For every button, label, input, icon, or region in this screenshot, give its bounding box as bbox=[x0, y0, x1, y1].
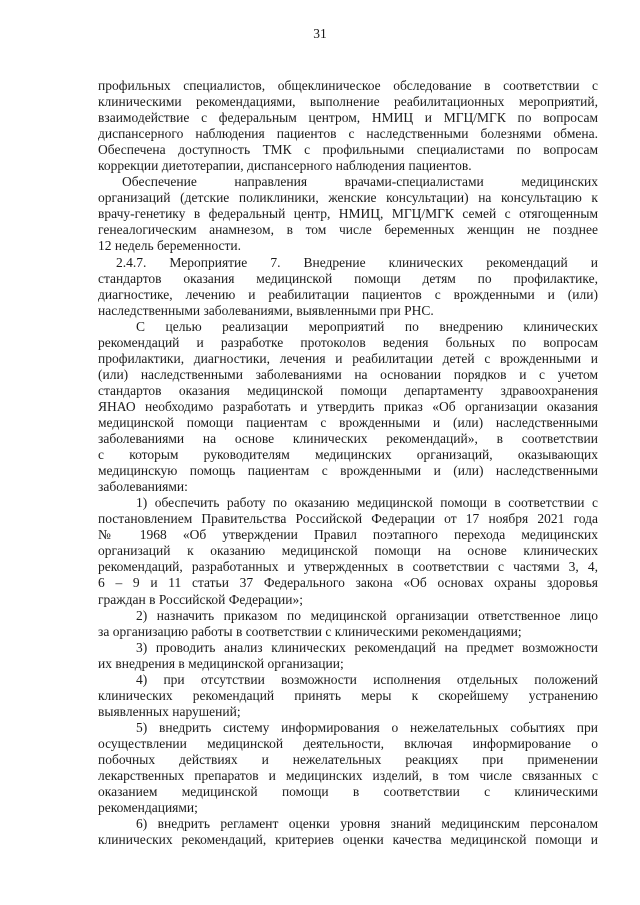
text-line: 4) при отсутствии возможности исполнения отдельных положений bbox=[136, 671, 598, 687]
text-line: 2.4.7. Мероприятие 7. Внедрение клинических рекомендаций и bbox=[116, 254, 598, 270]
text-line: рекомендациями; bbox=[98, 800, 198, 816]
text-line: взаимодействие с федеральным центром, НМИЦ и МГЦ/МГК по вопросам bbox=[98, 110, 598, 126]
text-line: медицинскую помощь пациентам с врожденными и (или) наследственными bbox=[98, 463, 598, 479]
page-number: 31 bbox=[313, 26, 327, 41]
text-line: организаций (детские поликлиники, женские консультации) на консультацию к bbox=[98, 190, 598, 206]
text-line: Обеспечение направления врачами-специалистами медицинских bbox=[122, 174, 598, 190]
text-line: 12 недель беременности. bbox=[98, 238, 242, 254]
text-line: организаций к оказанию медицинской помощи на основе клинических bbox=[98, 543, 598, 559]
text-line: медицинской помощи пациентам с врожденными и (или) наследственными bbox=[98, 414, 598, 430]
text-line: клинических рекомендаций принять меры к скорейшему устранению bbox=[98, 687, 598, 703]
text-line: с которым руководителям медицинских организаций, оказывающих bbox=[98, 447, 598, 463]
text-line: С целью реализации мероприятий по внедрению клинических bbox=[136, 318, 598, 334]
text-line: профилактики, диагностики, лечения и реабилитации детей с врожденными и bbox=[98, 350, 598, 366]
text-line: заболеваниями: bbox=[98, 479, 188, 495]
text-line: коррекции диетотерапии, диспансерного наблюдения пациентов. bbox=[98, 158, 472, 174]
text-line: ЯНАО необходимо разработать и утвердить приказ «Об организации оказания bbox=[98, 398, 598, 414]
text-line: профильных специалистов, общеклиническое обследование в соответствии с bbox=[98, 78, 598, 93]
text-line: диагностике, лечению и реабилитации пациентов с врожденными и (или) bbox=[98, 286, 598, 302]
text-line: постановлением Правительства Российской Федерации от 17 ноября 2021 года bbox=[98, 511, 598, 527]
text-line: клиническими рекомендациями, выполнение реабилитационных мероприятий, bbox=[98, 94, 598, 110]
text-line: 5) внедрить систему информирования о нежелательных событиях при bbox=[136, 719, 598, 735]
text-line: диспансерного наблюдения пациентов с наследственными болезнями обмена. bbox=[98, 126, 598, 142]
text-line: выявленных нарушений; bbox=[98, 703, 241, 719]
text-line: заболеваниями на основе клинических рекомендаций», в соответствии bbox=[98, 431, 598, 447]
text-line: Обеспечена доступность ТМК с профильными специалистами по вопросам bbox=[98, 142, 598, 158]
text-line: клинических рекомендаций, критериев оценки качества медицинской помощи и bbox=[98, 832, 598, 848]
text-line: (или) наследственными заболеваниями на основании порядков и с учетом bbox=[98, 366, 598, 382]
text-line: за организацию работы в соответствии с клиническими рекомендациями; bbox=[98, 623, 522, 639]
text-line: граждан в Российской Федерации»; bbox=[98, 591, 303, 607]
text-line: рекомендаций, разработанных и утвержденных в соответствии с частями 3, 4, bbox=[98, 559, 598, 575]
text-line: 3) проводить анализ клинических рекомендаций на предмет возможности bbox=[136, 639, 598, 655]
text-line: 1) обеспечить работу по оказанию медицинской помощи в соответствии с bbox=[136, 495, 598, 511]
text-line: врачу-генетику в федеральный центр, НМИЦ, МГЦ/МГК семей с отягощенным bbox=[98, 206, 598, 222]
text-line: генеалогическим анамнезом, в том числе беременных женщин не позднее bbox=[98, 222, 598, 238]
text-line: 6) внедрить регламент оценки уровня знаний медицинским персоналом bbox=[136, 816, 598, 832]
text-line: осуществлении медицинской деятельности, включая информирование о bbox=[98, 735, 598, 751]
text-line: лекарственных препаратов и медицинских изделий, в том числе связанных с bbox=[98, 768, 598, 784]
text-line: наследственными заболеваниями, выявленными при РНС. bbox=[98, 302, 434, 318]
text-line: побочных действиях и нежелательных реакциях при применении bbox=[98, 751, 598, 767]
text-line: 6 – 9 и 11 статьи 37 Федерального закона «Об основах охраны здоровья bbox=[98, 575, 598, 591]
text-line: 2) назначить приказом по медицинской организации ответственное лицо bbox=[136, 607, 598, 623]
text-line: их внедрения в медицинской организации; bbox=[98, 655, 344, 671]
text-line: оказанием медицинской помощи в соответствии с клиническими bbox=[98, 784, 598, 800]
text-line: рекомендаций и разработке протоколов ведения больных по вопросам bbox=[98, 334, 598, 350]
document-body bbox=[98, 78, 598, 848]
text-line: № 1968 «Об утверждении Правил поэтапного перехода медицинских bbox=[98, 527, 598, 543]
text-line: стандартов оказания медицинской помощи департаменту здравоохранения bbox=[98, 382, 598, 398]
text-line: стандартов оказания медицинской помощи детям по профилактике, bbox=[98, 270, 598, 286]
